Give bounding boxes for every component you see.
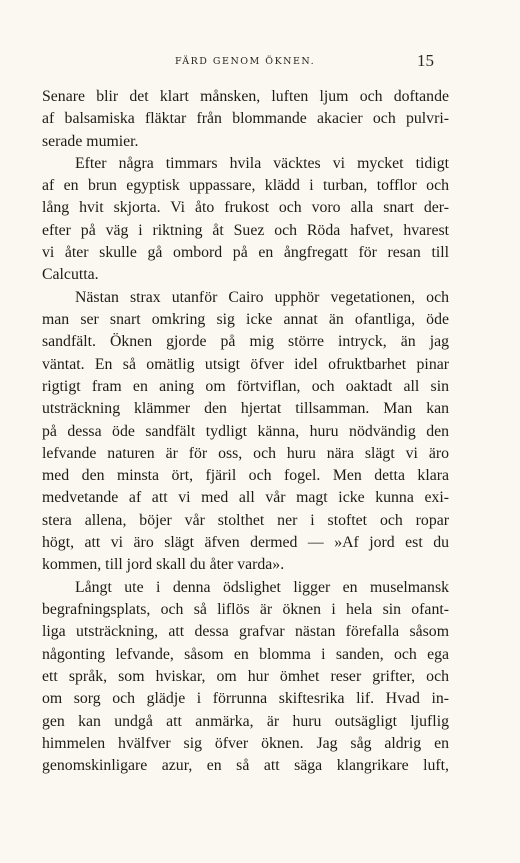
text-line: lefvande naturen är för oss, och huru nära slägt vi äro [42, 445, 449, 462]
text-line: efter på väg i riktning åt Suez och Röda hafvet, hvarest [42, 222, 449, 239]
text-line: man ser snart omkring sig icke annat än ofantliga, öde [42, 311, 449, 328]
text-line: högt, att vi äro slägt äfven dermed — »Af jord est du [42, 534, 449, 551]
page-number: 15 [417, 51, 434, 70]
text-line: Calcutta. [42, 266, 99, 283]
text-line: genomskinligare azur, en så att säga klangrikare luft, [42, 757, 449, 774]
text-line: af balsamiska fläktar från blommande akacier och pulvri- [42, 110, 449, 127]
text-line: serade mumier. [42, 133, 139, 150]
text-line: om sorg och glädje i förrunna skiftesrika lif. Hvad in- [42, 690, 449, 707]
text-line: väntat. En så omätlig utsigt öfver idel ofruktbarhet pinar [42, 356, 449, 373]
text-line: medvetande af att vi med all vår magt icke kunna exi- [42, 489, 449, 506]
text-line: ett språk, som hviskar, om hur ömhet reser grifter, och [42, 668, 449, 685]
text-line: af en brun egyptisk uppassare, klädd i turban, tofflor och [42, 177, 449, 194]
text-line: någonting lefvande, såsom en blomma i sanden, och ega [42, 646, 449, 663]
text-line: rigtigt fram en aning om förtviflan, och oaktadt all sin [42, 378, 449, 395]
text-line: med den minsta ört, fjäril och fogel. Men detta klara [42, 467, 449, 484]
text-line: liga utsträckning, att dessa grafvar nästan förefalla såsom [42, 623, 449, 640]
text-line: på dessa öde sandfält tydligt känna, huru nödvändig den [42, 423, 449, 440]
text-line: begrafningsplats, och så liflös är öknen i hela sin ofant- [42, 601, 449, 618]
text-line: utsträckning klämmer den hjertat tillsamman. Man kan [42, 400, 449, 417]
text-line: stera allena, böjer vår stolthet ner i stoftet och ropar [42, 512, 449, 529]
text-line: lång hvit skjorta. Vi åto frukost och voro alla snart der- [42, 199, 449, 216]
text-line: Långt ute i denna ödslighet ligger en muselmansk [75, 579, 449, 596]
text-line: Efter några timmars hvila väcktes vi mycket tidigt [75, 155, 449, 172]
text-line: Nästan strax utanför Cairo upphör vegetationen, och [75, 289, 449, 306]
text-line: kommen, till jord skall du åter varda». [42, 556, 285, 573]
running-head: FÄRD GENOM ÖKNEN. [175, 56, 316, 67]
text-line: himmelen hvälfver sig öfver öknen. Jag såg aldrig en [42, 735, 449, 752]
text-line: sandfält. Öknen gjorde på mig större intryck, än jag [42, 333, 449, 350]
text-line: Senare blir det klart månsken, luften ljum och doftande [42, 88, 449, 105]
text-line: gen kan undgå att anmärka, är huru outsägligt ljuflig [42, 713, 449, 730]
text-line: vi åter skulle gå ombord på en ångfregatt för resan till [42, 244, 449, 261]
